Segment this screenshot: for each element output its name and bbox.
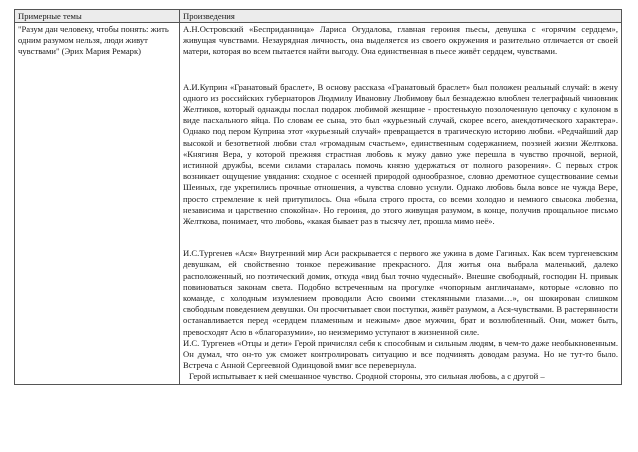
work-kuprin: А.И.Куприн «Гранатовый браслет», В основу рассказа «Гранатовый браслет» был положен реальный случай: в жену одного из российских губернаторов Людмилу Ивановну Любимову был безнадежно влюблен телеграфный чиновник Желтиков, который однажды послал подарок любимой женщине - простенькую позолоченную цепочку с кулоном в виде пасхального яйца. По словам ее сына, это был «курьезный случай, скорее всего, анекдотического характера». Однако под пером Куприна этот «курьезный случай» превращается в трагическую историю любви. «Редчайший дар высокой и безответной любви стал «громадным счастьем», единственным содержанием, поэзией жизни Желткова. «Княгиня Вера, у которой прежняя страстная любовь к мужу давно уже перешла в чувство прочной, верной, истинной дружбы, всеми силами старалась помочь князю удержаться от полного разорения». С первых строк возникает ощущение увядания: сходное с осенней природой однообразное, словно дремотное существование семьи Шеиных, где укрепились прочные отношения, а чувства словно уснули. Однако любовь была вовсе не чужда Вере, просто стремление к ней притупилось. Она «была строго проста, со всеми холодно и немного свысока любезна, независима и царственно спокойна». Но героиня, до этого живущая разумом, в конце, получив прощальное письмо Желткова, понимает, что любовь, «какая бывает раз в тысячу лет, прошла мимо неё». bbox=[183, 81, 618, 227]
work-ostrovsky: А.Н.Островский «Бесприданница» Лариса Огудалова, главная героиня пьесы, девушка с «горячим сердцем», живущая чувствами. Незаурядная личность, она выделяется из своего окружения и разительно отличается от своей матери, которая во всем пытается найти выгоду. Она единственная в пьесе живёт сердцем, чувствами. bbox=[183, 24, 618, 57]
table-header-row bbox=[15, 10, 622, 23]
work-turgenev-asya: И.С.Тургенев «Ася» Внутренний мир Аси раскрывается с первого же ужина в доме Гагиных. Как всем тургеневским девушкам, ей свойственно тонкое переживание прекрасного. Для житья она выбрала маленький, далеко расположенный, но поэтический домик, откуда «вид был точно чудесный». Внешне свободный, господин Н. привык повиноваться законам света. Подобно встреченным на прогулке «чопорным англичанам», которые «словно по команде, с холодным изумлением проводили Асю своими стеклянными глазами…», он шокирован слишком свободным поведением девушки. Он просчитывает свои поступки, живёт разумом, а Ася-чувствами. В растерянности останавливается перед «сердцем пламенным и нежным» двое мужчин, брат и возлюбленный. Они, может быть, превосходят Асю в «благоразумии», но неизмеримо уступают в жизненной силе. bbox=[183, 248, 618, 337]
works-cell bbox=[180, 23, 622, 385]
work-turgenev-fathers: И.С. Тургенев «Отцы и дети» Герой причислял себя к способным и сильным людям, в чем-то даже необыкновенным. Он думал, что он-то уж сможет контролировать ситуацию и все подчинять доводам разума. Но не тут-то было. Встреча с Анной Сергеевной Одинцовой вмиг все перевернула. bbox=[183, 337, 618, 371]
header-works: Произведения bbox=[180, 10, 622, 23]
table-row bbox=[15, 23, 622, 385]
theme-cell bbox=[15, 23, 180, 385]
theme-text: "Разум дан человеку, чтобы понять: жить одним разумом нельзя, люди живут чувствами" (Эрих Мария Ремарк) bbox=[18, 24, 169, 57]
literature-table bbox=[14, 9, 622, 385]
work-turgenev-continued: Герой испытывает к ней смешанное чувство. Сродной стороны, это сильная любовь, а с другой – bbox=[189, 371, 545, 382]
header-themes: Примерные темы bbox=[15, 10, 180, 23]
